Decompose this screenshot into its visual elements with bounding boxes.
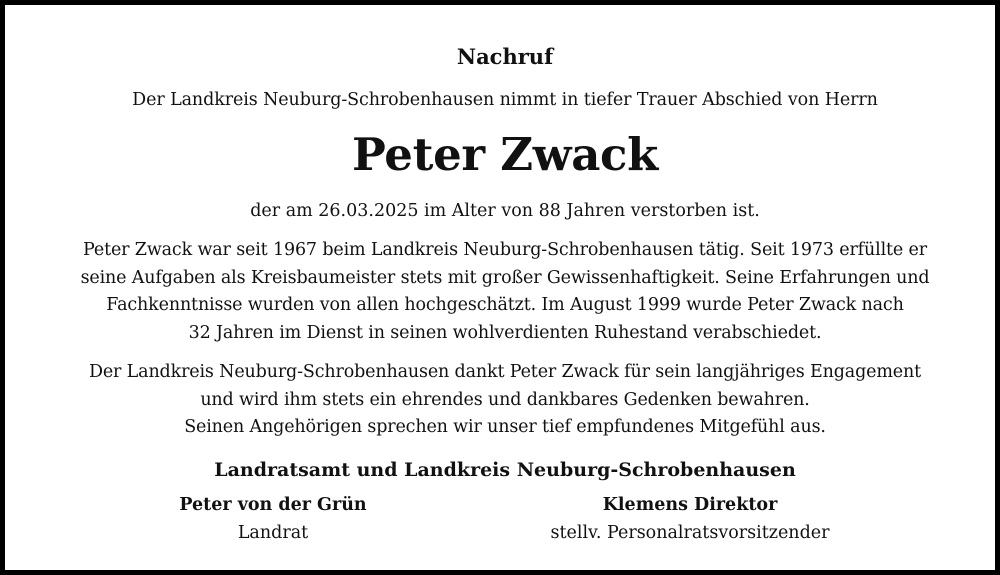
signatory-name: Klemens Direktor [602,495,778,515]
notice-heading: Nachruf [456,44,554,69]
intro-line: Der Landkreis Neuburg-Schrobenhausen nimmt in tiefer Trauer Abschied von Herrn [132,90,878,110]
signatory-role: stellv. Personalratsvorsitzender [550,523,830,543]
signatory-name: Peter von der Grün [179,495,367,515]
signatory-left [93,491,453,547]
paragraph-line: 32 Jahren im Dienst in seinen wohlverdienten Ruhestand verabschiedet. [188,322,822,343]
paragraph-line: Der Landkreis Neuburg-Schrobenhausen dankt Peter Zwack für sein langjähriges Engagement [88,362,922,382]
signatory-right [510,491,870,547]
paragraph-line: Peter Zwack war seit 1967 beim Landkreis Neuburg-Schrobenhausen tätig. Seit 1973 erfüllte er [83,240,927,260]
death-line: der am 26.03.2025 im Alter von 88 Jahren verstorben ist. [250,201,760,221]
gratitude-paragraph [5,359,1000,442]
deceased-name: Peter Zwack [351,128,659,181]
paragraph-line: seine Aufgaben als Kreisbaumeister stets mit großer Gewissenhaftigkeit. Seine Erfahrungen und [80,267,930,288]
organization-name: Landratsamt und Landkreis Neuburg-Schrobenhausen [214,459,796,481]
signatory-role: Landrat [237,523,309,543]
paragraph-line: Seinen Angehörigen sprechen wir unser tief empfundenes Mitgefühl aus. [184,417,826,438]
career-paragraph [5,237,1000,347]
paragraph-line: Fachkenntnisse wurden von allen hochgeschätzt. Im August 1999 wurde Peter Zwack nach [106,295,904,316]
paragraph-line: und wird ihm stets ein ehrendes und dankbares Gedenken bewahren. [200,389,810,410]
